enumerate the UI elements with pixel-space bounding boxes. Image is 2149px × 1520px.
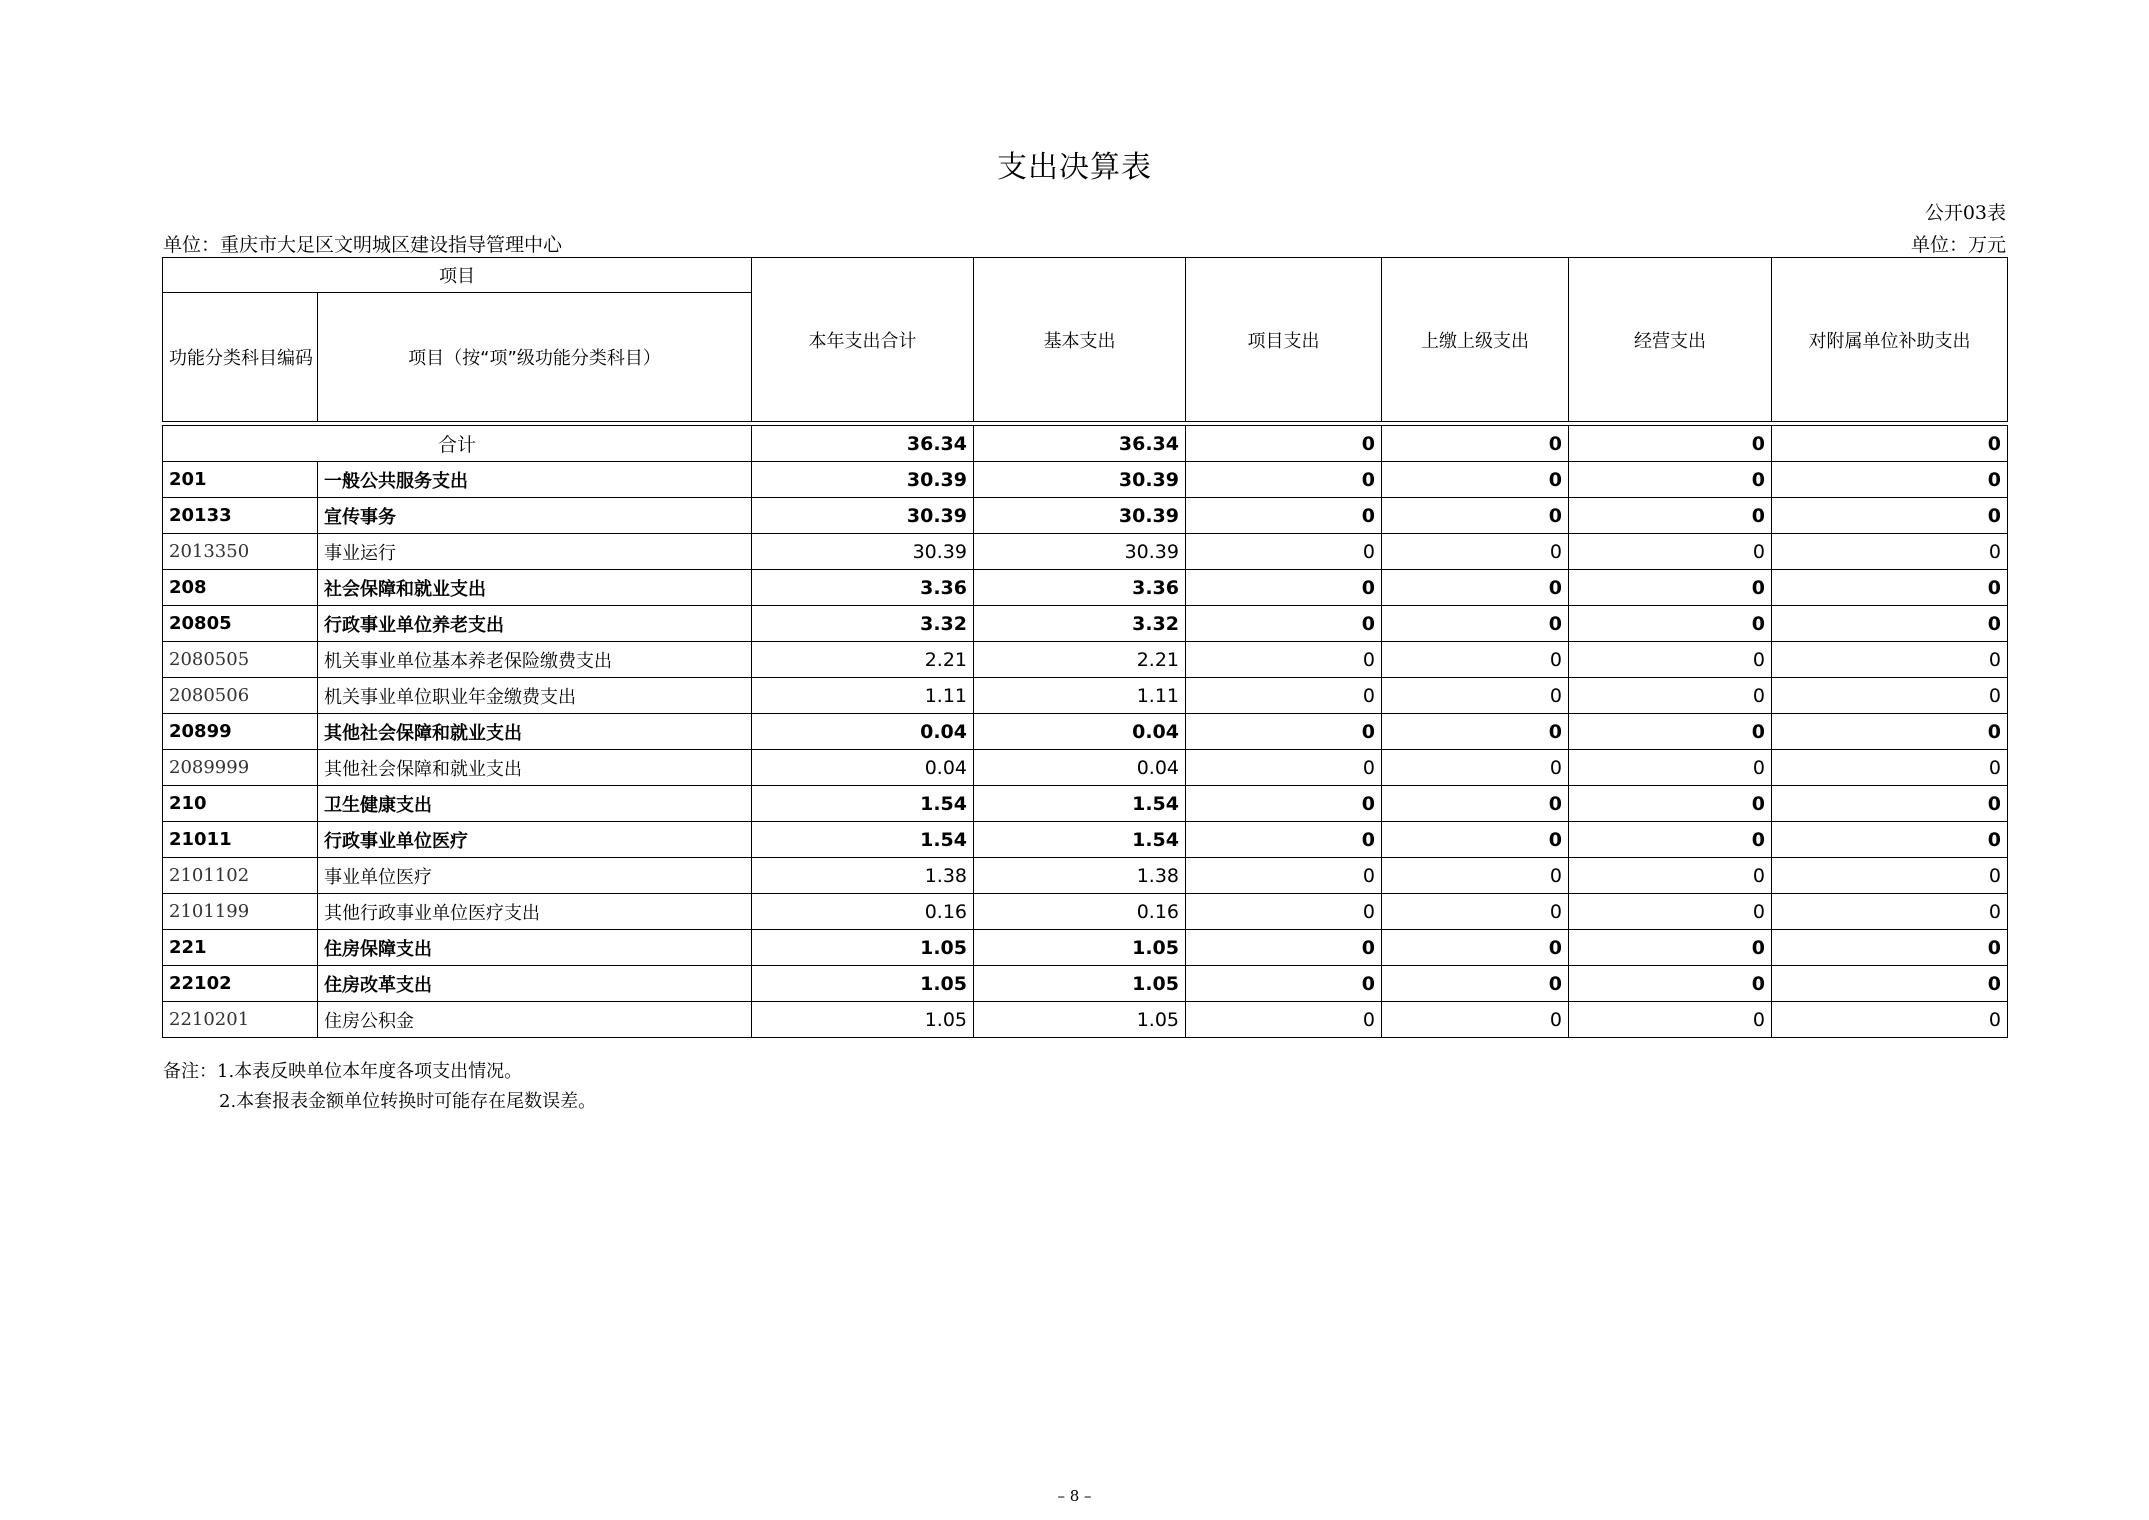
row-name: 事业单位医疗 — [318, 858, 752, 894]
row-value: 3.32 — [974, 606, 1186, 642]
row-value: 0 — [1186, 498, 1382, 534]
row-value: 0 — [1382, 930, 1569, 966]
row-value: 0.04 — [752, 750, 974, 786]
row-name: 机关事业单位职业年金缴费支出 — [318, 678, 752, 714]
row-value: 0 — [1382, 894, 1569, 930]
row-value: 0 — [1382, 822, 1569, 858]
row-value: 0.16 — [974, 894, 1186, 930]
row-value: 0 — [1382, 750, 1569, 786]
header-col-remit: 上缴上级支出 — [1382, 258, 1569, 422]
row-value: 0 — [1186, 858, 1382, 894]
row-name: 住房改革支出 — [318, 966, 752, 1002]
note-2: 2.本套报表金额单位转换时可能存在尾数误差。 — [219, 1091, 597, 1112]
row-value: 0.04 — [752, 714, 974, 750]
row-value: 0 — [1382, 966, 1569, 1002]
table-row — [163, 570, 2008, 606]
row-value: 0 — [1772, 822, 2008, 858]
row-code: 20899 — [163, 714, 318, 750]
row-value: 0 — [1186, 462, 1382, 498]
row-value: 0 — [1772, 498, 2008, 534]
row-value: 0 — [1382, 642, 1569, 678]
row-code: 2101102 — [163, 858, 318, 894]
row-value: 0 — [1186, 678, 1382, 714]
row-name: 宣传事务 — [318, 498, 752, 534]
row-value: 0 — [1772, 462, 2008, 498]
row-value: 0.16 — [752, 894, 974, 930]
row-value: 0 — [1382, 462, 1569, 498]
total-value: 36.34 — [974, 426, 1186, 462]
row-value: 0 — [1569, 750, 1772, 786]
row-name: 其他社会保障和就业支出 — [318, 714, 752, 750]
row-value: 0 — [1186, 750, 1382, 786]
row-value: 0 — [1186, 894, 1382, 930]
row-value: 0 — [1382, 570, 1569, 606]
expenditure-table — [162, 257, 2008, 1038]
table-row — [163, 786, 2008, 822]
table-row — [163, 1002, 2008, 1038]
row-value: 0 — [1382, 1002, 1569, 1038]
row-value: 0 — [1186, 642, 1382, 678]
row-name: 其他社会保障和就业支出 — [318, 750, 752, 786]
table-row — [163, 714, 2008, 750]
row-value: 0 — [1772, 534, 2008, 570]
row-value: 0 — [1569, 642, 1772, 678]
row-value: 0 — [1186, 714, 1382, 750]
row-code: 2080506 — [163, 678, 318, 714]
note-1: 备注：1.本表反映单位本年度各项支出情况。 — [163, 1061, 523, 1082]
row-value: 0 — [1382, 606, 1569, 642]
table-row — [163, 462, 2008, 498]
row-value: 0 — [1569, 678, 1772, 714]
header-name: 项目（按“项”级功能分类科目） — [318, 293, 752, 422]
total-value: 0 — [1186, 426, 1382, 462]
table-row — [163, 930, 2008, 966]
row-value: 1.05 — [974, 1002, 1186, 1038]
row-code: 2101199 — [163, 894, 318, 930]
table-row — [163, 642, 2008, 678]
header-code: 功能分类科目编码 — [163, 293, 318, 422]
row-value: 30.39 — [752, 462, 974, 498]
row-value: 0 — [1569, 570, 1772, 606]
notes — [163, 1057, 596, 1117]
row-name: 行政事业单位养老支出 — [318, 606, 752, 642]
row-value: 1.54 — [752, 822, 974, 858]
row-code: 2080505 — [163, 642, 318, 678]
row-value: 0 — [1569, 786, 1772, 822]
row-name: 住房公积金 — [318, 1002, 752, 1038]
row-value: 30.39 — [974, 498, 1186, 534]
row-code: 2210201 — [163, 1002, 318, 1038]
row-value: 30.39 — [974, 534, 1186, 570]
row-value: 0 — [1382, 678, 1569, 714]
row-value: 1.05 — [974, 966, 1186, 1002]
row-value: 0 — [1186, 534, 1382, 570]
row-value: 30.39 — [974, 462, 1186, 498]
row-value: 0 — [1772, 930, 2008, 966]
row-value: 0.04 — [974, 750, 1186, 786]
total-value: 0 — [1569, 426, 1772, 462]
row-value: 1.05 — [752, 930, 974, 966]
row-value: 0 — [1772, 786, 2008, 822]
row-name: 住房保障支出 — [318, 930, 752, 966]
table-row — [163, 534, 2008, 570]
row-code: 2013350 — [163, 534, 318, 570]
row-code: 22102 — [163, 966, 318, 1002]
row-value: 30.39 — [752, 534, 974, 570]
row-name: 其他行政事业单位医疗支出 — [318, 894, 752, 930]
row-value: 0 — [1569, 966, 1772, 1002]
row-code: 201 — [163, 462, 318, 498]
table-row — [163, 498, 2008, 534]
row-value: 0 — [1772, 714, 2008, 750]
row-value: 0 — [1186, 930, 1382, 966]
table-row — [163, 750, 2008, 786]
header-col-basic: 基本支出 — [974, 258, 1186, 422]
header-col-operating: 经营支出 — [1569, 258, 1772, 422]
row-name: 卫生健康支出 — [318, 786, 752, 822]
table-row — [163, 822, 2008, 858]
row-value: 0 — [1382, 498, 1569, 534]
row-value: 0 — [1382, 786, 1569, 822]
header-project-group: 项目 — [163, 258, 752, 293]
row-value: 0 — [1186, 786, 1382, 822]
row-value: 0 — [1569, 462, 1772, 498]
row-value: 1.38 — [974, 858, 1186, 894]
row-value: 0 — [1569, 894, 1772, 930]
table-row — [163, 606, 2008, 642]
row-code: 20133 — [163, 498, 318, 534]
row-value: 1.38 — [752, 858, 974, 894]
row-code: 2089999 — [163, 750, 318, 786]
row-value: 0 — [1569, 930, 1772, 966]
row-code: 21011 — [163, 822, 318, 858]
row-code: 208 — [163, 570, 318, 606]
header-col-subsidy: 对附属单位补助支出 — [1772, 258, 2008, 422]
form-number: 公开03表 — [1924, 202, 2006, 224]
row-name: 事业运行 — [318, 534, 752, 570]
row-name: 社会保障和就业支出 — [318, 570, 752, 606]
row-code: 20805 — [163, 606, 318, 642]
row-value: 0 — [1382, 858, 1569, 894]
row-value: 0 — [1772, 750, 2008, 786]
row-value: 2.21 — [974, 642, 1186, 678]
row-code: 210 — [163, 786, 318, 822]
row-value: 0 — [1569, 1002, 1772, 1038]
row-value: 2.21 — [752, 642, 974, 678]
row-value: 1.11 — [752, 678, 974, 714]
row-value: 0 — [1772, 966, 2008, 1002]
row-value: 0 — [1569, 534, 1772, 570]
row-value: 0 — [1772, 606, 2008, 642]
row-value: 0 — [1569, 822, 1772, 858]
row-value: 3.32 — [752, 606, 974, 642]
table-row — [163, 966, 2008, 1002]
row-value: 1.54 — [974, 786, 1186, 822]
total-value: 36.34 — [752, 426, 974, 462]
table-row — [163, 894, 2008, 930]
row-value: 1.05 — [752, 966, 974, 1002]
row-name: 机关事业单位基本养老保险缴费支出 — [318, 642, 752, 678]
row-value: 0.04 — [974, 714, 1186, 750]
table-row — [163, 678, 2008, 714]
row-value: 0 — [1772, 642, 2008, 678]
row-value: 3.36 — [974, 570, 1186, 606]
total-label: 合计 — [163, 426, 752, 462]
row-code: 221 — [163, 930, 318, 966]
row-value: 0 — [1772, 570, 2008, 606]
reporting-unit: 单位：重庆市大足区文明城区建设指导管理中心 — [163, 234, 563, 256]
row-value: 0 — [1382, 714, 1569, 750]
header-col-project: 项目支出 — [1186, 258, 1382, 422]
total-row — [163, 426, 2008, 462]
header-col-total: 本年支出合计 — [752, 258, 974, 422]
row-name: 一般公共服务支出 — [318, 462, 752, 498]
row-value: 0 — [1186, 1002, 1382, 1038]
row-value: 0 — [1569, 714, 1772, 750]
row-value: 0 — [1186, 966, 1382, 1002]
total-value: 0 — [1382, 426, 1569, 462]
row-value: 1.11 — [974, 678, 1186, 714]
row-value: 0 — [1569, 498, 1772, 534]
row-name: 行政事业单位医疗 — [318, 822, 752, 858]
row-value: 0 — [1772, 894, 2008, 930]
row-value: 0 — [1569, 606, 1772, 642]
currency-unit: 单位：万元 — [1910, 234, 2006, 256]
row-value: 1.05 — [752, 1002, 974, 1038]
row-value: 0 — [1772, 1002, 2008, 1038]
total-value: 0 — [1772, 426, 2008, 462]
row-value: 30.39 — [752, 498, 974, 534]
row-value: 3.36 — [752, 570, 974, 606]
row-value: 0 — [1186, 570, 1382, 606]
page-title: 支出决算表 — [997, 150, 1152, 185]
row-value: 0 — [1569, 858, 1772, 894]
row-value: 0 — [1772, 858, 2008, 894]
row-value: 0 — [1186, 822, 1382, 858]
table-row — [163, 858, 2008, 894]
row-value: 0 — [1186, 606, 1382, 642]
page-number: – 8 – — [1057, 1487, 1092, 1505]
row-value: 1.54 — [752, 786, 974, 822]
row-value: 1.05 — [974, 930, 1186, 966]
row-value: 0 — [1382, 534, 1569, 570]
row-value: 1.54 — [974, 822, 1186, 858]
row-value: 0 — [1772, 678, 2008, 714]
